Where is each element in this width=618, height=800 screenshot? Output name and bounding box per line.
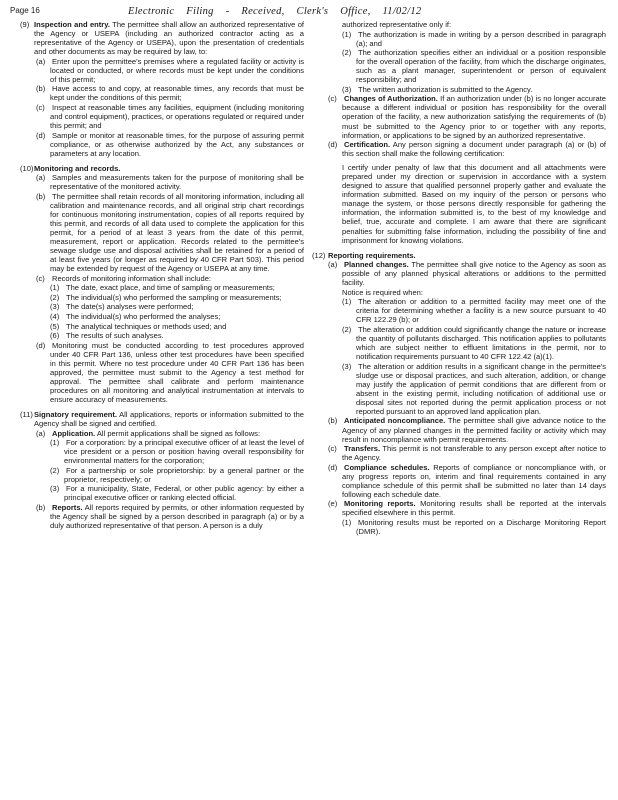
section-9-a: (a) Enter upon the permittee's premises where a regulated facility or activity is located or conducted, or where records must be kept under the conditions of this permit; — [36, 56, 304, 84]
section-9-title: Inspection and entry. — [34, 20, 110, 29]
section-11-b-3: (3) The written authorization is submitted to the Agency. — [342, 84, 533, 94]
section-10-d: (d) Monitoring must be conducted according to test procedures approved under 40 CFR Part 136, unless other test procedures have been specified in this permit. Where no test procedure under 40 CFR Part 136 has been approved, the permittee must submit to the Agency a test method for approval. The permittee shall calibrate and perform maintenance procedures on all monitoring and analytical instrumentation at intervals to ensure accuracy of measurements. — [36, 340, 304, 404]
section-9-b: (b) Have access to and copy, at reasonable times, any records that must be kept under the conditions of this permit; — [36, 84, 304, 103]
section-10-c-1: (1) The date, exact place, and time of sampling or measurements; — [50, 283, 275, 293]
page-header — [10, 6, 610, 20]
section-10: (10)Monitoring and records. — [20, 163, 121, 173]
section-10-a: (a) Samples and measurements taken for the purpose of monitoring shall be representative of the monitored activity. — [36, 173, 304, 192]
section-9-d: (d) Sample or monitor at reasonable times, for the purpose of assuring permit compliance, or as otherwise authorized by the Act, any substances or parameters at any location. — [36, 130, 304, 158]
section-10-title: Monitoring and records. — [34, 163, 121, 173]
section-11: (11)Signatory requirement. All applications, reports or information submitted to the Agency shall be signed and certified. — [20, 409, 304, 428]
section-11-a-1: (1) For a corporation: by a principal executive officer of at least the level of vice president or a person or position having overall responsibility for environmental matters for the corporation; — [50, 438, 304, 466]
section-12-d: (d) Compliance schedules. Reports of compliance or noncompliance with, or any progress reports on, interim and final requirements contained in any compliance schedule of this permit shall be submitted no later than 14 days following each schedule date. — [328, 462, 606, 499]
section-11-b-1: (1) The authorization is made in writing by a person described in paragraph (a); and — [342, 29, 606, 48]
section-12: (12) Reporting requirements. — [312, 250, 416, 260]
section-12-a-3: (3) The alteration or addition results in a significant change in the permittee's sludge use or disposal practices, and such alteration, addition, or change may justify the application of permit conditions that are different from or absent in the existing permit, including notification of additional use or disposal sites not reported during the permit application process or not reported pursuant to an approved land application plan. — [342, 361, 606, 416]
section-10-c-2: (2) The individual(s) who performed the sampling or measurements; — [50, 292, 282, 302]
section-11-c: (c) Changes of Authorization. If an authorization under (b) is no longer accurate because a different individual or position has responsibility for the overall operation of the facility, a new authorization satisfying the requirements of (b) must be submitted to the Agency prior to or together with any reports, information, or applications to be signed by an authorized representative. — [328, 94, 606, 140]
section-12-title: Reporting requirements. — [328, 250, 416, 260]
section-10-c-5: (5) The analytical techniques or methods used; and — [50, 321, 227, 331]
section-10-c: (c) Records of monitoring information shall include: — [36, 273, 211, 283]
section-12-a-notice: Notice is required when: — [342, 287, 423, 297]
section-10-c-6: (6) The results of such analyses. — [50, 331, 164, 341]
section-12-b: (b) Anticipated noncompliance. The permittee shall give advance notice to the Agency of any planned changes in the permitted facility or activity which may result in noncompliance with permit requirements. — [328, 416, 607, 444]
section-11-a-2: (2) For a partnership or sole proprietorship: by a general partner or the proprietor, respectively; or — [50, 465, 304, 484]
section-12-e: (e) Monitoring reports. Monitoring results shall be reported at the intervals specified elsewhere in this permit. — [328, 499, 606, 518]
section-11-b: (b) Reports. All reports required by permits, or other information requested by the Agency shall be signed by a person described in paragraph (a) or by a duly authorized representative of that person. A person is a duly — [36, 502, 304, 530]
section-12-e-1: (1) Monitoring results must be reported on a Discharge Monitoring Report (DMR). — [342, 517, 606, 537]
certification-statement: I certify under penalty of law that this document and all attachments were prepared under my direction or supervision in accordance with a system designed to assure that qualified personnel properly gather and evaluate the information submitted. Based on my inquiry of the person or persons who manage the system, or those persons directly responsible for gathering the information, the information submitted is, to the best of my knowledge and belief, true, accurate and complete. I am aware that there are significant penalties for submitting false information, including the possibility of fine and imprisonment for knowing violations. — [342, 163, 606, 245]
section-10-c-4: (4) The individual(s) who performed the analyses; — [50, 311, 221, 321]
section-9-c: (c) Inspect at reasonable times any facilities, equipment (including monitoring and control equipment), practices, or operations regulated or required under this permit; and — [36, 102, 304, 131]
section-12-c: (c) Transfers. This permit is not transferable to any person except after notice to the Agency. — [328, 444, 606, 463]
section-10-b: (b) The permittee shall retain records of all monitoring information, including all calibration and maintenance records, and all original strip chart recordings for continuous monitoring instrumentation, copies of all reports required by this permit, and records of all data used to complete the application for this permit, for a period of at least 3 years from the date of this permit, measurement, report or application. Records related to the permittee's sewage sludge use and disposal activities shall be retained for a period of at least five years (or longer as required by 40 CFR Part 503). This period may be extended by request of the Agency or USEPA at any time. — [36, 191, 304, 274]
section-11-a-3: (3) For a municipality, State, Federal, or other public agency: by either a principal executive officer or ranking elected official. — [50, 484, 304, 503]
section-11-b-continued: authorized representative only if: — [342, 20, 452, 29]
section-12-a-1: (1) The alteration or addition to a permitted facility may meet one of the criteria for determining whether a facility is a new source pursuant to 40 CFR 122.29 (b); or — [342, 297, 606, 325]
section-10-c-3: (3) The date(s) analyses were performed; — [50, 302, 194, 312]
section-11-b-2: (2) The authorization specifies either an individual or a position responsible for the overall operation of the facility, from which the discharge originates, such as a plant manager, superintendent or person of equivalent responsibility; and — [342, 48, 606, 85]
section-12-a: (a) Planned changes. The permittee shall give notice to the Agency as soon as possible of any planned physical alterations or additions to the permitted facility. — [328, 260, 606, 288]
section-11-a: (a) Application. All permit applications shall be signed as follows: — [36, 428, 261, 438]
right-column — [312, 20, 606, 537]
section-9: (9) Inspection and entry. The permittee shall allow an authorized representative of the Agency or USEPA (including an authorized contractor acting as a representative of the Agency or USEPA), upon the presentation of credentials and other documents as may be required by law, to: — [20, 20, 304, 57]
left-column — [20, 20, 304, 531]
filing-stamp: Electronic Filing - Received, Clerk's Office, 11/02/12 — [128, 6, 422, 17]
section-12-a-2: (2) The alteration or addition could significantly change the nature or increase the quantity of pollutants discharged. This notification applies to pollutants which are subject neither to effluent limitations in the permit, nor to notification requirements pursuant to 40 CFR 122.42 (a)(1). — [342, 325, 606, 362]
section-11-title: Signatory requirement. — [34, 409, 118, 419]
section-11-d: (d) Certification. Any person signing a document under paragraph (a) or (b) of this section shall make the following certification: — [328, 140, 606, 159]
page-number: Page 16 — [10, 6, 40, 15]
